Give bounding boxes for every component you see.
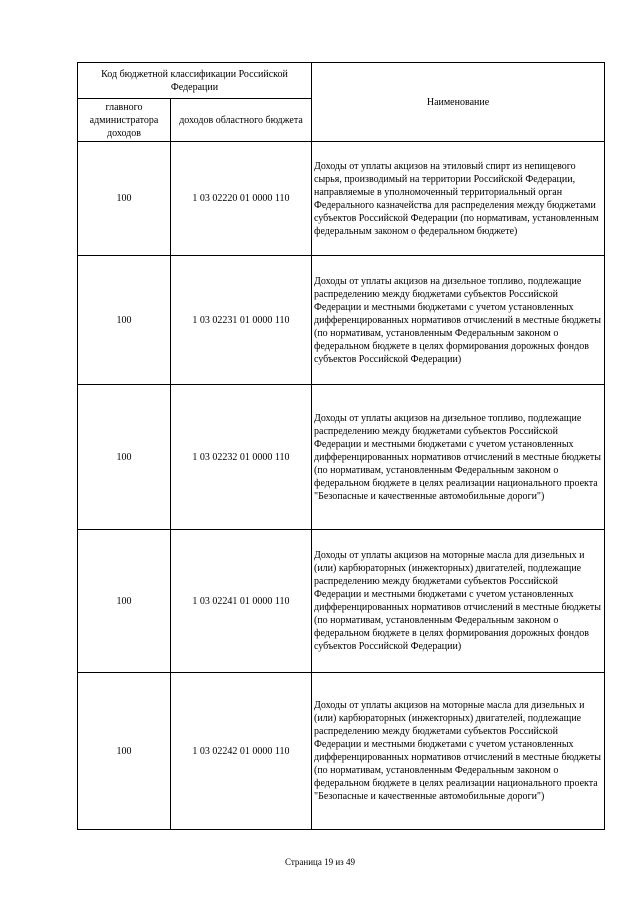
cell-admin: 100 (78, 673, 171, 830)
cell-code: 1 03 02232 01 0000 110 (171, 385, 312, 530)
table-row (78, 530, 605, 673)
table-row (78, 142, 605, 256)
header-kbk-group: Код бюджетной классификации Российской Федерации (78, 63, 312, 99)
header-name: Наименование (312, 63, 605, 142)
page-number: Страница 19 из 49 (285, 857, 355, 867)
cell-name: Доходы от уплаты акцизов на моторные масла для дизельных и (или) карбюраторных (инжекторных) двигателей, подлежащие распределению между бюджетами субъектов Российской Федерации и местными бюджетами с учетом установленных дифференцированных нормативов отчислений в местные бюджеты (по нормативам, установленным Федеральным законом о федеральном бюджете в целях формирования дорожных фондов субъектов Российской Федерации) (312, 530, 605, 673)
table-row (78, 673, 605, 830)
budget-classification-table (77, 62, 605, 830)
cell-name: Доходы от уплаты акцизов на дизельное топливо, подлежащие распределению между бюджетами субъектов Российской Федерации и местными бюджетами с учетом установленных дифференцированных нормативов отчислений в местные бюджеты (по нормативам, установленным Федеральным законом о федеральном бюджете в целях формирования дорожных фондов субъектов Российской Федерации) (312, 256, 605, 385)
cell-code: 1 03 02242 01 0000 110 (171, 673, 312, 830)
header-income: доходов областного бюджета (171, 99, 312, 142)
header-admin: главного администратора доходов (78, 99, 171, 142)
cell-admin: 100 (78, 142, 171, 256)
cell-code: 1 03 02241 01 0000 110 (171, 530, 312, 673)
table-row (78, 256, 605, 385)
cell-code: 1 03 02231 01 0000 110 (171, 256, 312, 385)
cell-name: Доходы от уплаты акцизов на дизельное топливо, подлежащие распределению между бюджетами субъектов Российской Федерации и местными бюджетами с учетом установленных дифференцированных нормативов отчислений в местные бюджеты (по нормативам, установленным Федеральным законом о федеральном бюджете в целях реализации национального проекта "Безопасные и качественные автомобильные дороги") (312, 385, 605, 530)
cell-code: 1 03 02220 01 0000 110 (171, 142, 312, 256)
cell-admin: 100 (78, 530, 171, 673)
cell-admin: 100 (78, 256, 171, 385)
header-row-group (78, 63, 605, 99)
cell-name: Доходы от уплаты акцизов на моторные масла для дизельных и (или) карбюраторных (инжекторных) двигателей, подлежащие распределению между бюджетами субъектов Российской Федерации и местными бюджетами с учетом установленных дифференцированных нормативов отчислений в местные бюджеты (по нормативам, установленным Федеральным законом о федеральном бюджете в целях реализации национального проекта "Безопасные и качественные автомобильные дороги") (312, 673, 605, 830)
cell-name: Доходы от уплаты акцизов на этиловый спирт из непищевого сырья, производимый на территории Российской Федерации, направляемые в уполномоченный территориальный орган Федерального казначейства для распределения между бюджетами субъектов Российской Федерации (по нормативам, установленным федеральным законом о федеральном бюджете) (312, 142, 605, 256)
table-row (78, 385, 605, 530)
cell-admin: 100 (78, 385, 171, 530)
